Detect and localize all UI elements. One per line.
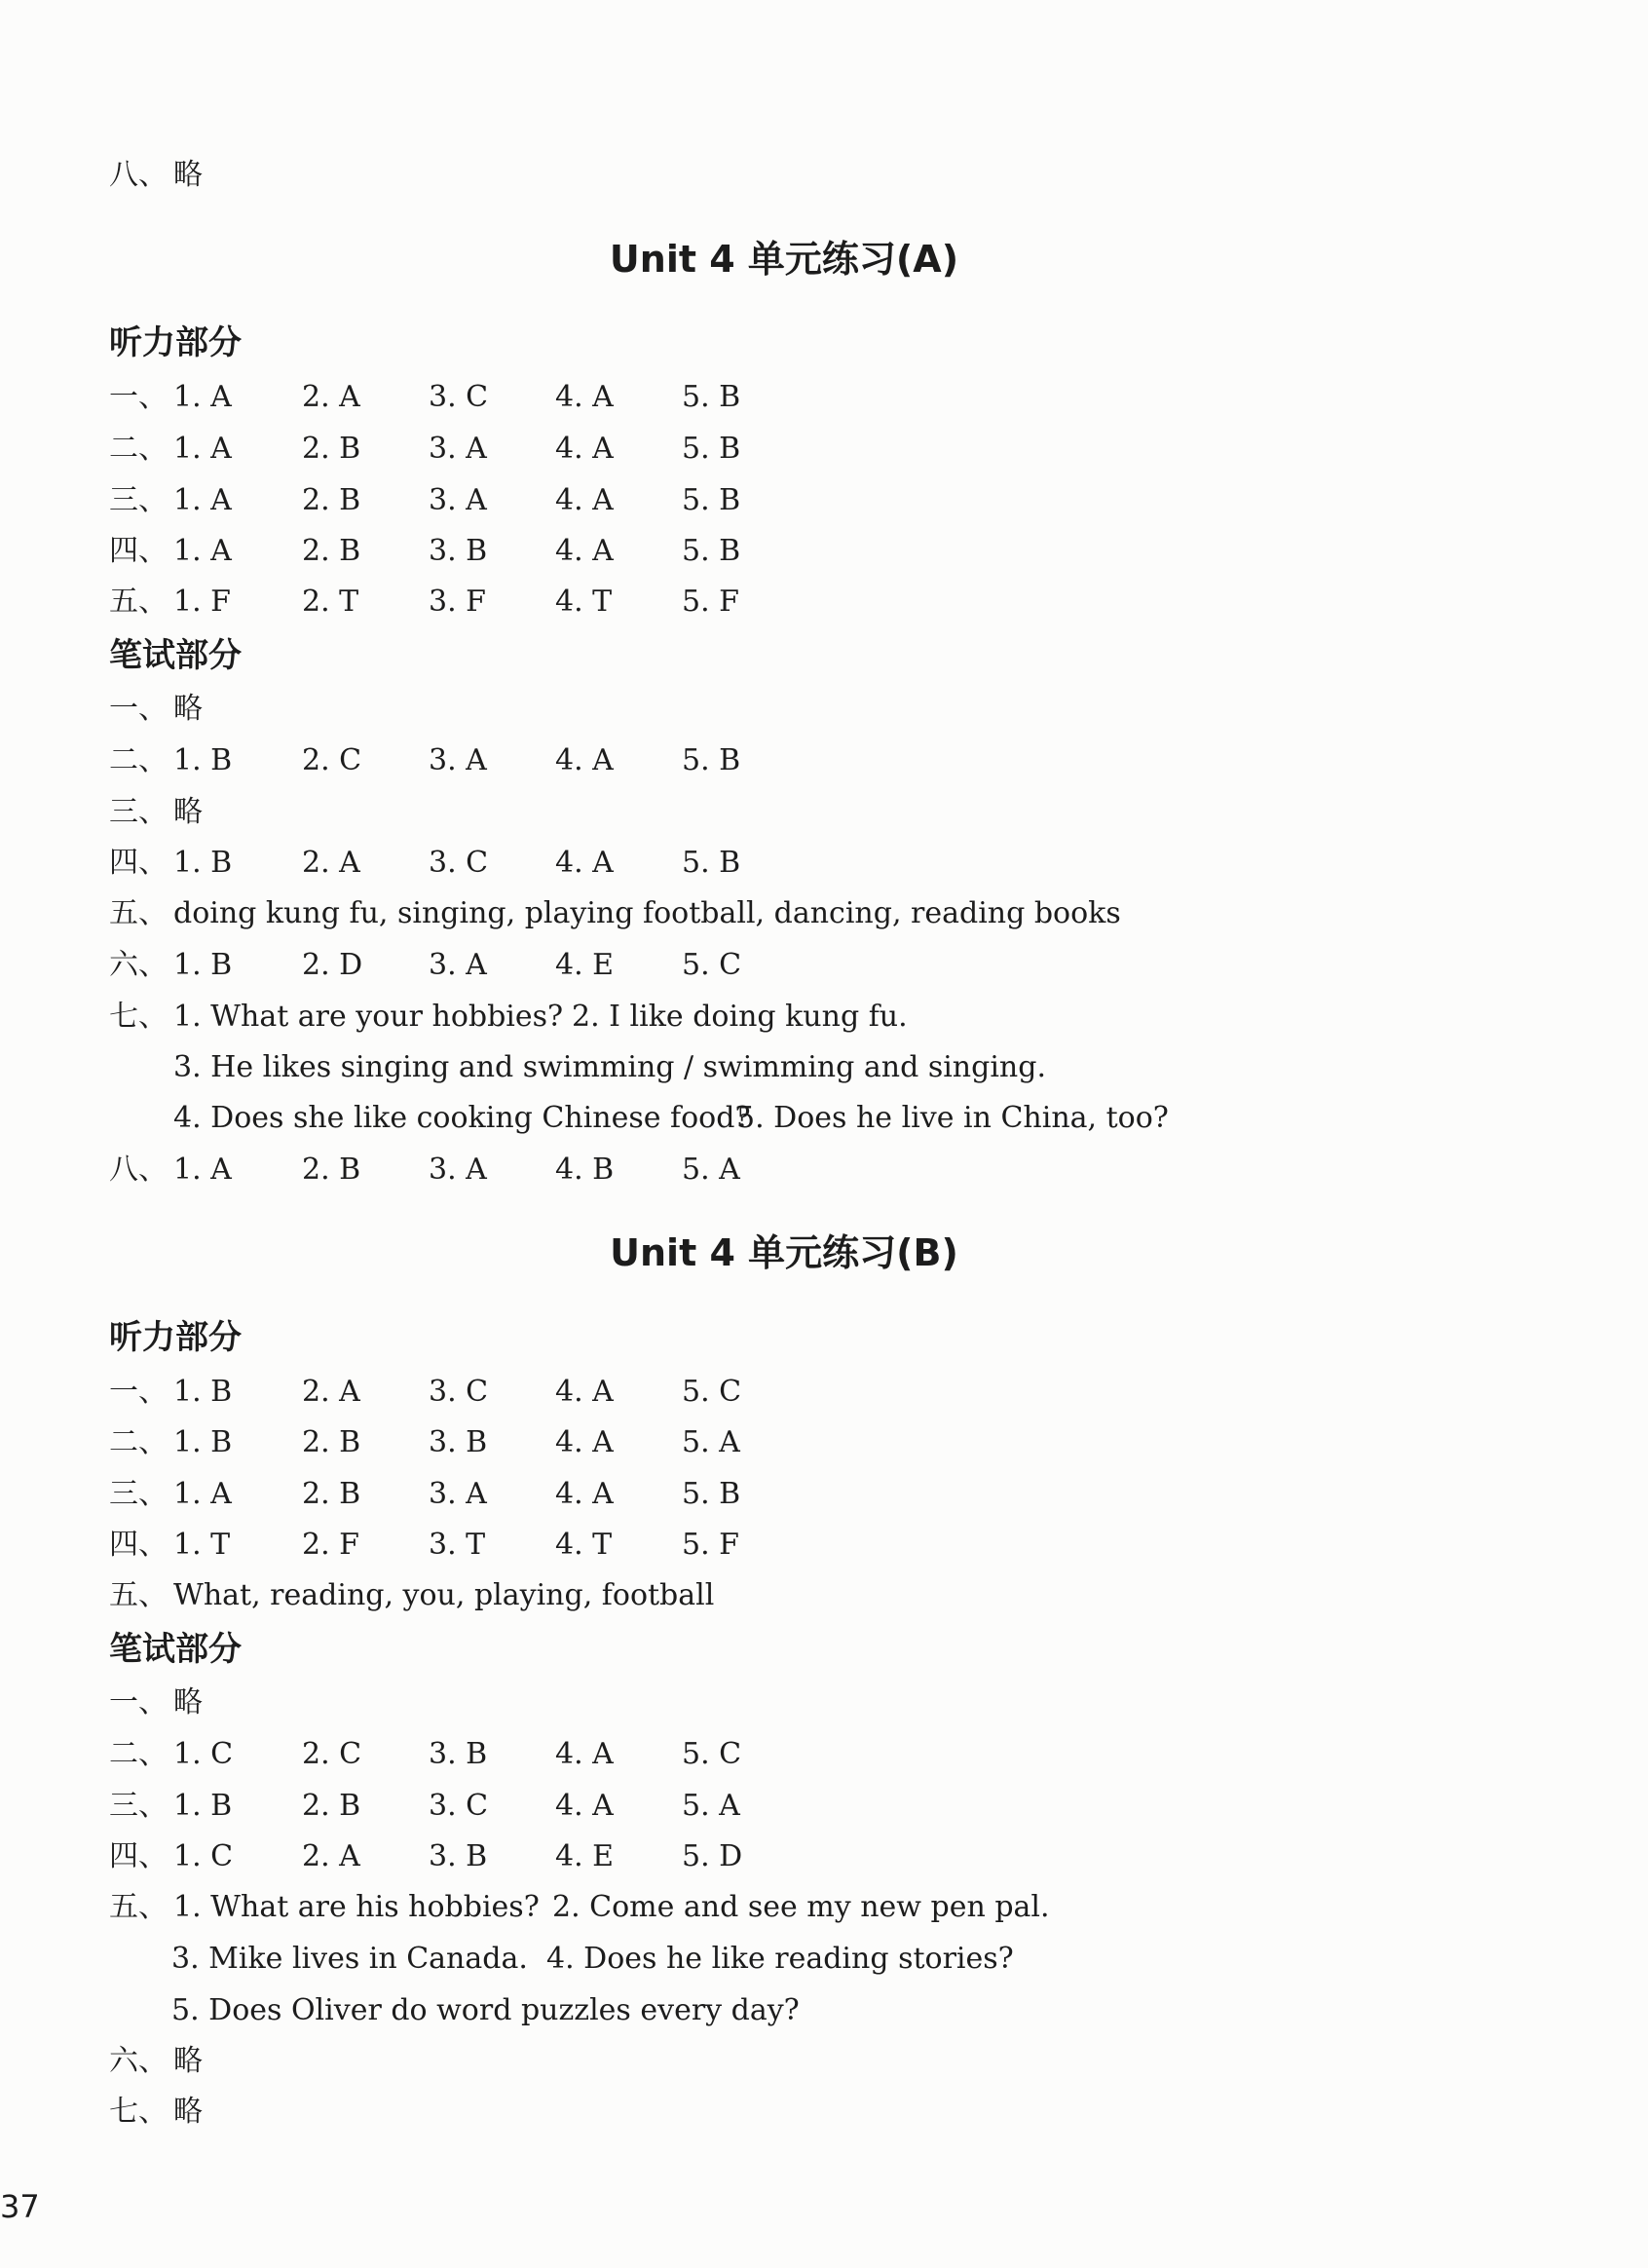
unit-b-listening-5: 五、 What, reading, you, playing, football	[109, 1578, 715, 1612]
question-label: 二、	[109, 1737, 168, 1771]
answer-item: 1. C	[173, 1839, 234, 1873]
unit-b-title: Unit 4 单元练习(B)	[610, 1231, 958, 1274]
answer-item: 1. B	[173, 1789, 233, 1823]
question-label: 二、	[109, 743, 168, 777]
answer-item: 2. C	[302, 743, 362, 777]
answer-item: 5. A	[682, 1789, 740, 1823]
answer-item: 2. D	[302, 948, 363, 982]
answer-item: 3. A	[429, 483, 487, 517]
answer-item: 2. B	[302, 1477, 361, 1511]
answer-item: 4. B	[555, 1153, 615, 1187]
answer-item: 1. B	[173, 1375, 233, 1409]
unit-b-writing-title: 笔试部分	[109, 1630, 242, 1669]
answer-item: 5. A	[682, 1425, 740, 1459]
unit-a-writing-3: 三、 略	[109, 795, 203, 829]
answer-item: 5. C	[682, 1737, 742, 1771]
answer-item: 4. A	[555, 534, 614, 568]
answer-item: 3. T	[429, 1528, 486, 1562]
answer-item: 3. A	[429, 432, 487, 466]
answer-item: 5. F	[682, 1528, 739, 1562]
question-label: 二、	[109, 1425, 168, 1459]
answer-item: 2. A	[302, 846, 360, 880]
answer-item: 4. A	[555, 743, 614, 777]
answer-item: 1. B	[173, 743, 233, 777]
answer-item: 5. D	[682, 1839, 743, 1873]
answer-item: 5. B	[682, 432, 741, 466]
answer-item: 5. F	[682, 585, 739, 619]
answer-item: 4. E	[555, 948, 615, 982]
answer-item: 4. A	[555, 1375, 614, 1409]
answer-item: 1. A	[173, 534, 232, 568]
question-label: 六、	[109, 948, 168, 982]
answer-item: 1. T	[173, 1528, 231, 1562]
answer-item: 2. T	[302, 585, 359, 619]
answer-item: 3. A	[429, 743, 487, 777]
unit-b-writing-1: 一、 略	[109, 1685, 203, 1720]
answer-item: 1. C	[173, 1737, 234, 1771]
answer-item: 4. E	[555, 1839, 615, 1873]
question-label: 四、	[109, 1839, 168, 1873]
answer-item: 2. A	[302, 380, 360, 414]
unit-a-writing-1: 一、 略	[109, 692, 203, 726]
answer-item: 5. A	[682, 1153, 740, 1187]
question-label: 二、	[109, 432, 168, 466]
answer-item: 4. T	[555, 585, 613, 619]
unit-a-writing-7-line-3: 4. Does she like cooking Chinese food? 5. Does he live in China, too?	[173, 1101, 1169, 1135]
answer-item: 5. B	[682, 380, 741, 414]
unit-a-writing-5: 五、 doing kung fu, singing, playing football, dancing, reading books	[109, 896, 1121, 930]
question-label: 三、	[109, 1789, 168, 1823]
unit-b-writing-6: 六、 略	[109, 2044, 203, 2078]
answer-item: 1. A	[173, 1477, 232, 1511]
answer-item: 3. A	[429, 948, 487, 982]
question-label: 三、	[109, 483, 168, 517]
question-label: 八、	[109, 1153, 168, 1187]
answer-item: 2. B	[302, 1153, 361, 1187]
answer-item: 3. C	[429, 1375, 489, 1409]
answer-item: 4. A	[555, 1425, 614, 1459]
answer-item: 3. B	[429, 1737, 488, 1771]
answer-item: 5. C	[682, 1375, 742, 1409]
question-label: 一、	[109, 1375, 168, 1409]
answer-item: 3. B	[429, 534, 488, 568]
unit-b-listening-title: 听力部分	[109, 1318, 242, 1357]
unit-a-title: Unit 4 单元练习(A)	[609, 238, 959, 281]
answer-item: 2. C	[302, 1737, 362, 1771]
question-label: 一、	[109, 380, 168, 414]
answer-item: 4. A	[555, 1477, 614, 1511]
unit-a-writing-title: 笔试部分	[109, 636, 242, 675]
answer-item: 5. B	[682, 743, 741, 777]
answer-item: 1. A	[173, 483, 232, 517]
question-label: 四、	[109, 846, 168, 880]
answer-item: 2. B	[302, 1425, 361, 1459]
answer-item: 2. A	[302, 1375, 360, 1409]
answer-item: 1. B	[173, 846, 233, 880]
answer-item: 1. A	[173, 1153, 232, 1187]
answer-item: 2. B	[302, 1789, 361, 1823]
answer-item: 1. B	[173, 1425, 233, 1459]
unit-a-writing-7-line-1: 七、 1. What are your hobbies? 2. I like doing kung fu.	[109, 1000, 908, 1034]
answer-item: 4. A	[555, 1789, 614, 1823]
answer-item: 3. B	[429, 1839, 488, 1873]
answer-item: 1. F	[173, 585, 231, 619]
question-label: 五、	[109, 585, 168, 619]
unit-a-writing-7-line-2: 3. He likes singing and swimming / swimming and singing.	[173, 1050, 1046, 1084]
answer-item: 5. B	[682, 846, 741, 880]
answer-item: 3. B	[429, 1425, 488, 1459]
answer-item: 5. B	[682, 483, 741, 517]
answer-item: 3. C	[429, 1789, 489, 1823]
answer-item: 3. C	[429, 380, 489, 414]
answer-item: 3. C	[429, 846, 489, 880]
answer-item: 1. A	[173, 432, 232, 466]
question-label: 三、	[109, 1477, 168, 1511]
answer-item: 4. A	[555, 380, 614, 414]
unit-b-writing-7: 七、 略	[109, 2095, 203, 2129]
unit-b-writing-5-line-3: 5. Does Oliver do word puzzles every day?	[171, 1993, 800, 2027]
page-number: 37	[0, 2188, 40, 2225]
unit-b-writing-5-line-2: 3. Mike lives in Canada. 4. Does he like reading stories?	[171, 1942, 1014, 1976]
answer-item: 2. B	[302, 534, 361, 568]
question-8-line: 八、 略	[109, 158, 203, 192]
answer-item: 5. B	[682, 534, 741, 568]
answer-item: 5. B	[682, 1477, 741, 1511]
answer-item: 1. A	[173, 380, 232, 414]
answer-item: 4. A	[555, 483, 614, 517]
answer-item: 4. A	[555, 1737, 614, 1771]
unit-b-writing-5-line-1: 五、 1. What are his hobbies? 2. Come and see my new pen pal.	[109, 1890, 1050, 1924]
answer-item: 3. F	[429, 585, 486, 619]
unit-a-listening-title: 听力部分	[109, 323, 242, 362]
answer-item: 4. T	[555, 1528, 613, 1562]
answer-item: 2. A	[302, 1839, 360, 1873]
answer-item: 5. C	[682, 948, 742, 982]
answer-item: 4. A	[555, 846, 614, 880]
answer-item: 2. F	[302, 1528, 359, 1562]
answer-item: 2. B	[302, 483, 361, 517]
question-label: 四、	[109, 1528, 168, 1562]
answer-item: 2. B	[302, 432, 361, 466]
answer-item: 3. A	[429, 1477, 487, 1511]
answer-item: 1. B	[173, 948, 233, 982]
answer-item: 3. A	[429, 1153, 487, 1187]
question-label: 四、	[109, 534, 168, 568]
answer-item: 4. A	[555, 432, 614, 466]
